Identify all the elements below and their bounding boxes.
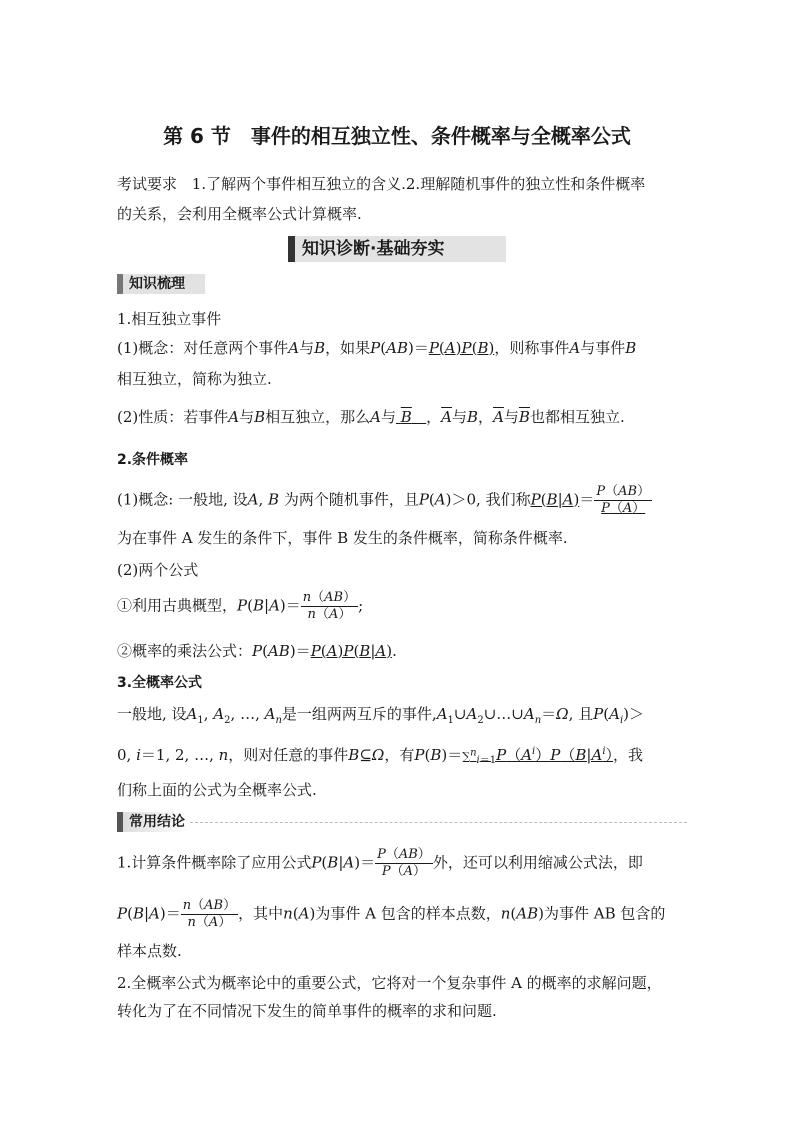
s2-formula-classical: ①利用古典概型，P(B|A)＝ $\frac{n(AB)}{n(A)}$ ;: [117, 590, 364, 622]
c2-line-2: 转化为了在不同情况下发生的简单事件的概率的求和问题.: [117, 1002, 497, 1020]
header-bar: [117, 274, 123, 294]
s2-concept-line: (1)概念: 一般地, 设A, B 为两个随机事件，且P(A)＞0, 我们称P(B|A)＝ $\frac{P(AB)}{P(A)}$: [117, 484, 651, 516]
s3-heading: 3.全概率公式: [117, 675, 203, 691]
s3-line-1: 一般地, 设$A_1$, $A_2$, …, $A_n$是一组两两互斥的事件$,A_1\cup A_2\cup\dots\cup A_n=\Omega$, 且$P(A_i)>$: [117, 705, 644, 726]
s2-two-formulas: (2)两个公式: [117, 561, 199, 579]
s2-heading: 2.条件概率: [117, 452, 189, 468]
page-title: 第 6 节 事件的相互独立性、条件概率与全概率公式: [163, 124, 631, 148]
common-conclusions-header: [117, 812, 187, 832]
s2-formula-multiplication: ②概率的乘法公式：P(AB)＝P(A)P(B|A).: [117, 642, 397, 660]
s2-conditional-prob: P(B|A): [530, 490, 580, 509]
c1-line-3: 样本点数.: [117, 942, 182, 960]
s1-property-blank: B: [400, 408, 412, 426]
c2-line-1: 2.全概率公式为概率论中的重要公式，它将对一个复杂事件 A 的概率的求解问题，: [117, 974, 662, 992]
common-conclusions-title: 常用结论: [129, 814, 185, 830]
s2-concept-line-2: 为在事件 A 发生的条件下，事件 B 发生的条件概率，简称条件概率.: [117, 529, 568, 547]
knowledge-section-header: [117, 274, 205, 294]
section-divider: [190, 822, 687, 823]
s1-concept-line-2: 相互独立，简称为独立.: [117, 370, 272, 388]
exam-requirement-line-1: [117, 173, 687, 195]
exam-requirement-line-2: 的关系，会利用全概率公式计算概率.: [117, 205, 362, 223]
s1-formula-answer: P(A)P(B): [428, 339, 495, 357]
s3-total-prob-formula: $\sum^n_{i=1}P(A^i)P(B|A^i)$: [462, 746, 614, 767]
section-banner: 知识诊断·基础夯实: [288, 236, 506, 262]
s1-property-line: (2)性质：若事件A与B相互独立，那么A与 B ，$\overline{A}$与B，$\overline{A}$与$\overline{B}$也都相互独立.: [117, 408, 625, 426]
exam-requirement-text-1: 1.了解两个事件相互独立的含义.2.理解随机事件的独立性和条件概率: [191, 175, 646, 193]
s1-concept-line: (1)概念：对任意两个事件A与B，如果P(AB)＝P(A)P(B)，则称事件A与事件B: [117, 339, 637, 357]
c1-line-2: P(B|A)＝ $\frac{n(AB)}{n(A)}$ ，其中n(A)为事件 A 包含的样本点数，n(AB)为事件 AB 包含的: [117, 898, 666, 930]
s1-heading: 1.相互独立事件: [117, 310, 222, 328]
header-bar: [117, 812, 123, 832]
s3-line-3: 们称上面的公式为全概率公式.: [117, 781, 317, 799]
knowledge-section-title: 知识梳理: [129, 276, 185, 292]
s3-line-2: 0, i＝1, 2, …, n，则对任意的事件B⊆Ω，有$P(B)=\sum^n_{i=1}P(A^i)P(B|A^i)$，我: [117, 746, 644, 767]
s2-conditional-fraction: $\frac{P(AB)}{P(A)}$: [596, 484, 651, 516]
exam-requirement-label: 考试要求: [117, 175, 178, 193]
c1-line-1: 1.计算条件概率除了应用公式P(B|A)＝ $\frac{P(AB)}{P(A)}$ 外，还可以利用缩减公式法，即: [117, 847, 643, 879]
